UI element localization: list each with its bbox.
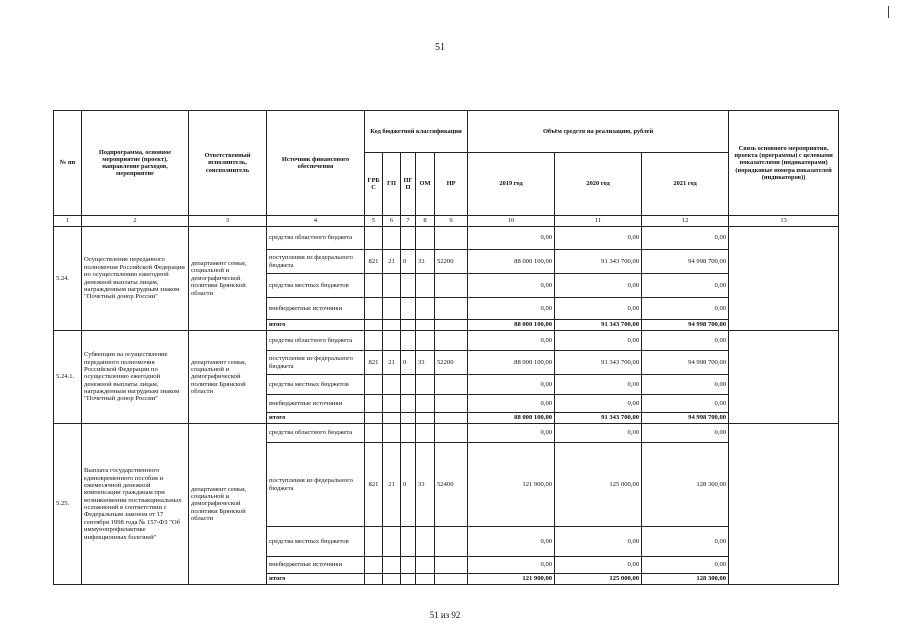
code-grbs: 821: [365, 250, 383, 274]
funding-source: средства областного бюджета: [267, 227, 365, 250]
amount-2020: 0,00: [555, 424, 642, 443]
code-np: [435, 527, 468, 557]
amount-2021: 94 998 700,00: [642, 250, 729, 274]
code-pgp: [401, 395, 416, 413]
amount-2021: 94 998 700,00: [642, 320, 729, 331]
code-np: [435, 274, 468, 298]
amount-2020: 0,00: [555, 298, 642, 320]
amount-2019: 0,00: [468, 424, 555, 443]
code-grbs: [365, 424, 383, 443]
table-row: [54, 424, 839, 443]
header-program: Подпрограмма, основное мероприятие (проект), направление расходов, мероприятие: [82, 111, 189, 216]
indicator-link: [729, 227, 839, 331]
column-number: 13: [729, 216, 839, 227]
code-gp: 21: [383, 443, 401, 527]
amount-2020: 0,00: [555, 274, 642, 298]
code-pgp: [401, 527, 416, 557]
header-budget-code: Код бюджетной классификации: [365, 111, 468, 153]
funding-source: средства областного бюджета: [267, 424, 365, 443]
code-gp: [383, 413, 401, 424]
funding-source: средства областного бюджета: [267, 331, 365, 351]
amount-2021: 94 998 700,00: [642, 413, 729, 424]
code-pgp: 0: [401, 250, 416, 274]
funding-source: поступления из федерального бюджета: [267, 250, 365, 274]
header-gp: ГП: [383, 153, 401, 216]
amount-2020: 0,00: [555, 331, 642, 351]
code-gp: [383, 557, 401, 574]
page-footer: 51 из 92: [429, 610, 461, 620]
amount-2020: 0,00: [555, 227, 642, 250]
code-gp: [383, 298, 401, 320]
column-number: 2: [82, 216, 189, 227]
amount-2019: 121 900,00: [468, 574, 555, 585]
code-grbs: [365, 320, 383, 331]
amount-2021: 0,00: [642, 557, 729, 574]
code-pgp: [401, 557, 416, 574]
activity-title: Выплата государственного единовременного пособия и ежемесячной денежной компенсации гражданам при возникновении поствакцинальных осложнений в соответствии с Федеральным законом от 17 сентября 1998 года № 157-ФЗ "Об иммунопрофилактике инфекционных болезней": [82, 424, 189, 585]
amount-2020: 91 343 700,00: [555, 413, 642, 424]
funding-source: поступления из федерального бюджета: [267, 351, 365, 375]
responsible-executor: департамент семьи, социальной и демографической политики Брянской области: [189, 424, 267, 585]
code-grbs: [365, 413, 383, 424]
code-om: [416, 274, 435, 298]
header-om: ОМ: [416, 153, 435, 216]
funding-source: средства местных бюджетов: [267, 527, 365, 557]
code-gp: 21: [383, 250, 401, 274]
code-gp: [383, 574, 401, 585]
row-number: 5.24.: [54, 227, 82, 331]
code-np: [435, 331, 468, 351]
code-gp: [383, 424, 401, 443]
funding-source: итого: [267, 320, 365, 331]
code-grbs: [365, 395, 383, 413]
code-gp: [383, 320, 401, 331]
header-volume: Объём средств на реализацию, рублей: [468, 111, 729, 153]
budget-table: [53, 110, 839, 585]
code-om: [416, 227, 435, 250]
row-number: 5.25.: [54, 424, 82, 585]
code-grbs: [365, 557, 383, 574]
funding-source: внебюджетные источники: [267, 298, 365, 320]
column-number: 7: [401, 216, 416, 227]
code-grbs: [365, 274, 383, 298]
code-om: [416, 424, 435, 443]
header-source: Источник финансового обеспечения: [267, 111, 365, 216]
code-om: 33: [416, 351, 435, 375]
code-pgp: [401, 574, 416, 585]
header-pgp: ПГ П: [401, 153, 416, 216]
header-np: НР: [435, 153, 468, 216]
amount-2019: 0,00: [468, 298, 555, 320]
amount-2021: 0,00: [642, 424, 729, 443]
row-number: 5.24.1.: [54, 331, 82, 424]
funding-source: итого: [267, 413, 365, 424]
code-gp: [383, 527, 401, 557]
code-grbs: [365, 375, 383, 395]
indicator-link: [729, 424, 839, 585]
code-np: [435, 574, 468, 585]
column-number: 10: [468, 216, 555, 227]
code-np: [435, 413, 468, 424]
code-pgp: [401, 413, 416, 424]
amount-2020: 91 343 700,00: [555, 320, 642, 331]
code-om: 33: [416, 250, 435, 274]
header-executor: Ответственный исполнитель, соисполнитель: [189, 111, 267, 216]
code-pgp: [401, 375, 416, 395]
code-om: [416, 557, 435, 574]
header-grbs: ГРБ С: [365, 153, 383, 216]
code-grbs: [365, 574, 383, 585]
header-num: № пп: [54, 111, 82, 216]
code-np: 52200: [435, 250, 468, 274]
amount-2020: 0,00: [555, 557, 642, 574]
code-gp: [383, 375, 401, 395]
amount-2019: 88 000 100,00: [468, 351, 555, 375]
amount-2021: 128 300,00: [642, 443, 729, 527]
column-number: 3: [189, 216, 267, 227]
column-numbers-row: [54, 216, 839, 227]
code-gp: [383, 274, 401, 298]
code-pgp: [401, 320, 416, 331]
code-np: [435, 227, 468, 250]
column-number: 9: [435, 216, 468, 227]
header-2021: 2021 год: [642, 153, 729, 216]
amount-2019: 88 000 100,00: [468, 413, 555, 424]
page-number-top: 51: [435, 42, 445, 53]
amount-2020: 0,00: [555, 375, 642, 395]
code-om: [416, 395, 435, 413]
code-grbs: [365, 298, 383, 320]
column-number: 4: [267, 216, 365, 227]
code-om: [416, 375, 435, 395]
code-pgp: 0: [401, 351, 416, 375]
funding-source: итого: [267, 574, 365, 585]
column-number: 12: [642, 216, 729, 227]
amount-2019: 0,00: [468, 557, 555, 574]
code-pgp: [401, 298, 416, 320]
header-2019: 2019 год: [468, 153, 555, 216]
amount-2019: 0,00: [468, 274, 555, 298]
code-grbs: [365, 227, 383, 250]
code-np: [435, 320, 468, 331]
amount-2020: 125 000,00: [555, 574, 642, 585]
code-gp: [383, 227, 401, 250]
amount-2019: 0,00: [468, 527, 555, 557]
amount-2019: 121 900,00: [468, 443, 555, 527]
column-number: 6: [383, 216, 401, 227]
code-pgp: [401, 331, 416, 351]
code-gp: [383, 395, 401, 413]
code-np: [435, 395, 468, 413]
code-gp: [383, 331, 401, 351]
amount-2020: 0,00: [555, 395, 642, 413]
column-number: 5: [365, 216, 383, 227]
amount-2021: 94 998 700,00: [642, 351, 729, 375]
amount-2019: 88 000 100,00: [468, 320, 555, 331]
amount-2019: 0,00: [468, 395, 555, 413]
activity-title: Субвенции на осуществление переданного полномочия Российской Федерации по осуществлению ежегодной денежной выплаты лицам, награжденным нагрудным знаком "Почетный донор России": [82, 331, 189, 424]
funding-source: поступления из федерального бюджета: [267, 443, 365, 527]
code-gp: 21: [383, 351, 401, 375]
code-om: [416, 527, 435, 557]
responsible-executor: департамент семьи, социальной и демографической политики Брянской области: [189, 331, 267, 424]
code-pgp: [401, 274, 416, 298]
amount-2021: 0,00: [642, 527, 729, 557]
code-om: [416, 413, 435, 424]
code-np: [435, 557, 468, 574]
amount-2021: 0,00: [642, 331, 729, 351]
code-pgp: [401, 227, 416, 250]
activity-title: Осуществление переданного полномочия Российской Федерации по осуществлению ежегодной денежной выплаты лицам, награжденным нагрудным знаком "Почетный донор России": [82, 227, 189, 331]
code-om: 33: [416, 443, 435, 527]
header-2020: 2020 год: [555, 153, 642, 216]
table-row: [54, 227, 839, 250]
amount-2019: 88 000 100,00: [468, 250, 555, 274]
column-number: 1: [54, 216, 82, 227]
code-np: [435, 375, 468, 395]
amount-2020: 0,00: [555, 527, 642, 557]
code-om: [416, 574, 435, 585]
code-grbs: [365, 331, 383, 351]
code-om: [416, 298, 435, 320]
column-number: 8: [416, 216, 435, 227]
code-grbs: [365, 527, 383, 557]
column-number: 11: [555, 216, 642, 227]
table-row: [54, 331, 839, 351]
amount-2019: 0,00: [468, 375, 555, 395]
code-om: [416, 331, 435, 351]
amount-2020: 125 000,00: [555, 443, 642, 527]
funding-source: средства местных бюджетов: [267, 274, 365, 298]
code-np: 52400: [435, 443, 468, 527]
funding-source: внебюджетные источники: [267, 395, 365, 413]
code-np: [435, 298, 468, 320]
amount-2021: 0,00: [642, 274, 729, 298]
amount-2021: 0,00: [642, 375, 729, 395]
responsible-executor: департамент семьи, социальной и демографической политики Брянской области: [189, 227, 267, 331]
code-om: [416, 320, 435, 331]
funding-source: средства местных бюджетов: [267, 375, 365, 395]
code-np: 52200: [435, 351, 468, 375]
code-pgp: 0: [401, 443, 416, 527]
amount-2020: 91 343 700,00: [555, 351, 642, 375]
code-pgp: [401, 424, 416, 443]
code-grbs: 821: [365, 351, 383, 375]
code-np: [435, 424, 468, 443]
amount-2019: 0,00: [468, 331, 555, 351]
header-link: Связь основного мероприятия, проекта (программы) с целевыми показателями (индикаторами) (порядковые номера показателей (индикаторов)): [729, 111, 839, 216]
amount-2021: 0,00: [642, 227, 729, 250]
funding-source: внебюджетные источники: [267, 557, 365, 574]
margin-mark: [888, 6, 889, 18]
amount-2021: 0,00: [642, 395, 729, 413]
amount-2021: 0,00: [642, 298, 729, 320]
indicator-link: [729, 331, 839, 424]
amount-2020: 91 343 700,00: [555, 250, 642, 274]
amount-2021: 128 300,00: [642, 574, 729, 585]
amount-2019: 0,00: [468, 227, 555, 250]
code-grbs: 821: [365, 443, 383, 527]
